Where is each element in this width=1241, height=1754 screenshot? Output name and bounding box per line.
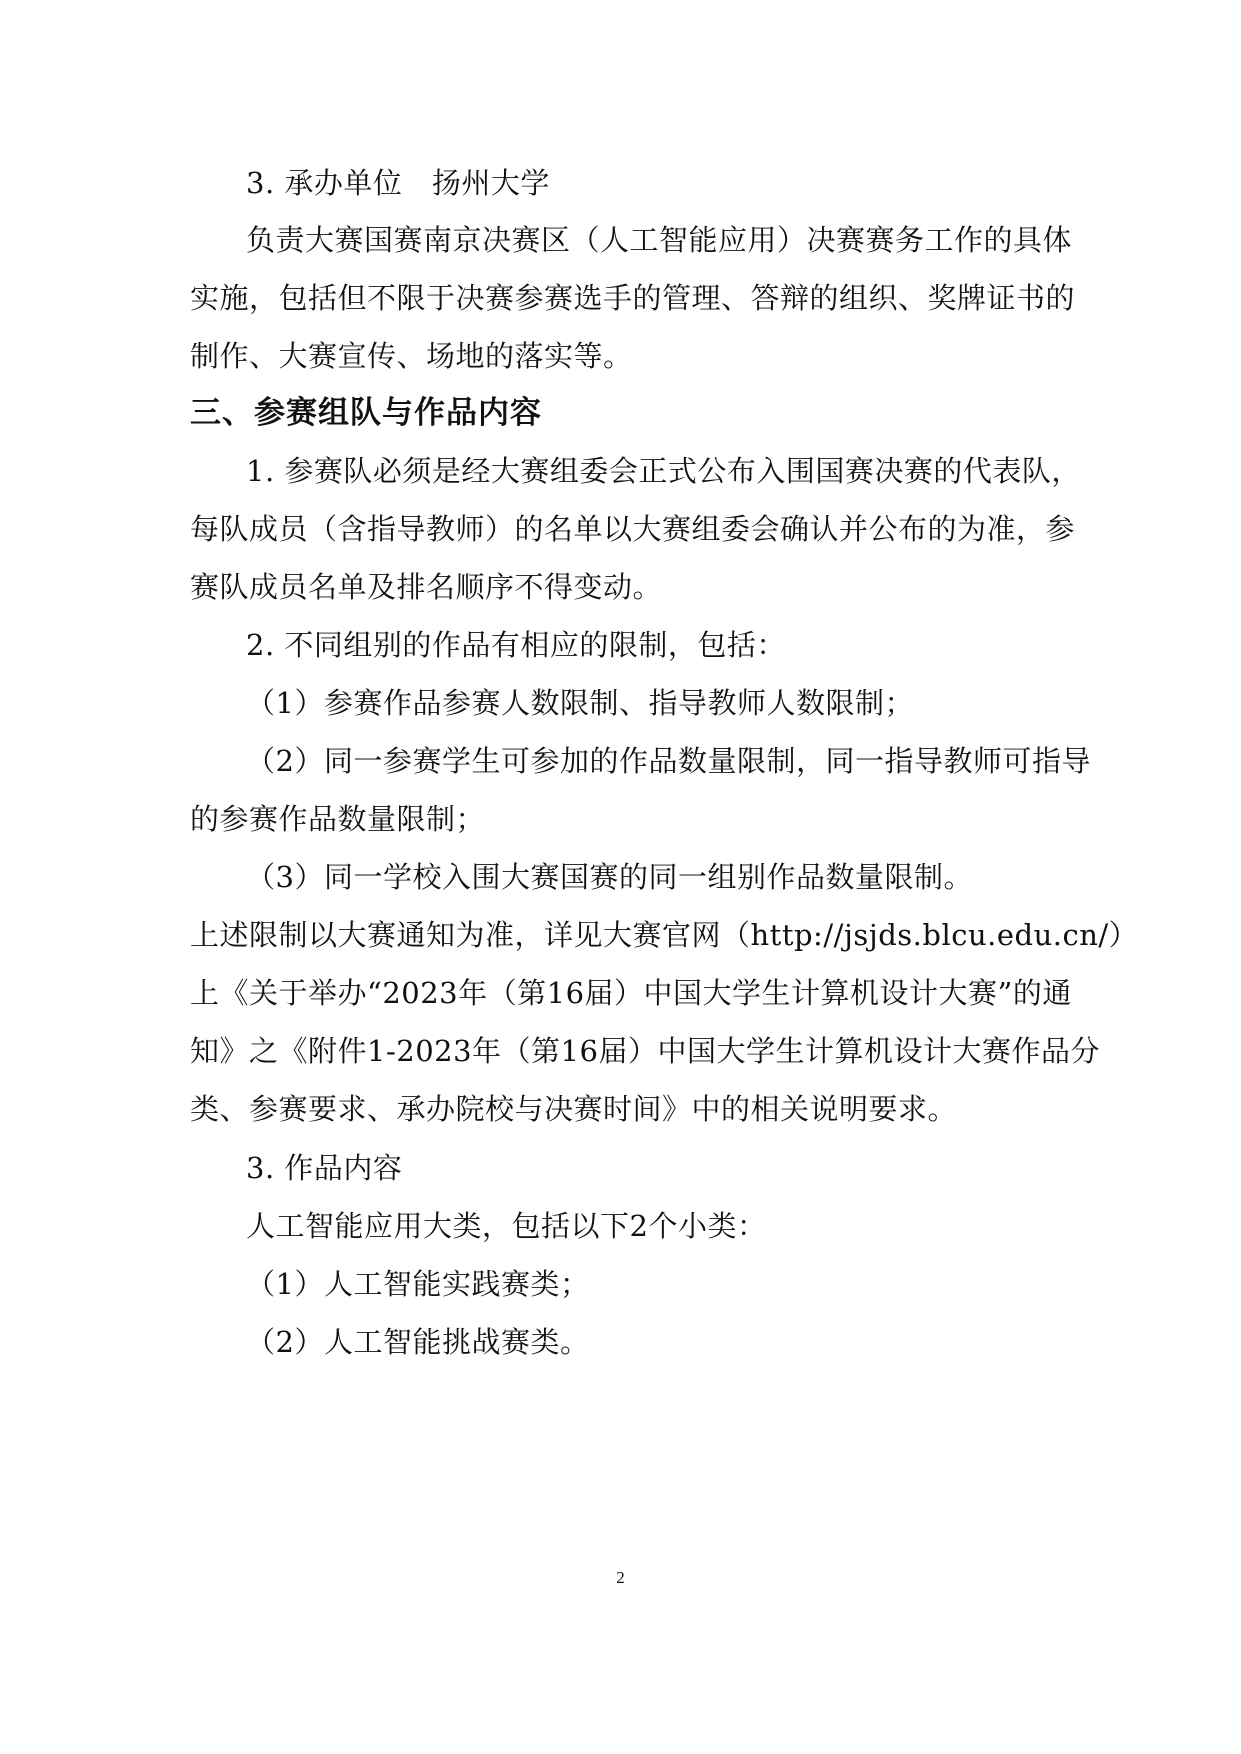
list-item: （1）参赛作品参赛人数限制、指导教师人数限制； — [246, 686, 914, 720]
paragraph-line: 实施，包括但不限于决赛参赛选手的管理、答辩的组织、奖牌证书的 — [190, 281, 1076, 315]
list-item: （2）人工智能挑战赛类。 — [246, 1325, 590, 1359]
list-item-continuation: 的参赛作品数量限制； — [190, 802, 486, 836]
section-heading: 三、参赛组队与作品内容 — [190, 395, 542, 431]
page-number: 2 — [616, 1568, 625, 1587]
paragraph-line: 上《关于举办“2023年（第16届）中国大学生计算机设计大赛”的通 — [190, 976, 1072, 1010]
paragraph-line: 上述限制以大赛通知为准，详见大赛官网（http://jsjds.blcu.edu.cn/） — [190, 918, 1139, 952]
paragraph-line: 制作、大赛宣传、场地的落实等。 — [190, 339, 633, 373]
paragraph-line: 负责大赛国赛南京决赛区（人工智能应用）决赛赛务工作的具体 — [246, 223, 1073, 257]
paragraph-line: 2. 不同组别的作品有相应的限制，包括： — [246, 628, 786, 662]
paragraph-line: 类、参赛要求、承办院校与决赛时间》中的相关说明要求。 — [190, 1092, 958, 1126]
paragraph-line: 3. 作品内容 — [246, 1151, 403, 1185]
paragraph-line: 1. 参赛队必须是经大赛组委会正式公布入围国赛决赛的代表队， — [246, 454, 1081, 488]
list-item: （3）同一学校入围大赛国赛的同一组别作品数量限制。 — [246, 860, 973, 894]
list-item: （2）同一参赛学生可参加的作品数量限制，同一指导教师可指导 — [246, 744, 1091, 778]
paragraph-line: 每队成员（含指导教师）的名单以大赛组委会确认并公布的为准，参 — [190, 512, 1076, 546]
paragraph-line: 知》之《附件1-2023年（第16届）中国大学生计算机设计大赛作品分 — [190, 1034, 1100, 1068]
list-item: （1）人工智能实践赛类； — [246, 1267, 590, 1301]
paragraph-line: 赛队成员名单及排名顺序不得变动。 — [190, 570, 663, 604]
paragraph-line: 人工智能应用大类，包括以下2个小类： — [246, 1209, 767, 1243]
paragraph-organizer-title: 3. 承办单位 扬州大学 — [246, 166, 550, 200]
